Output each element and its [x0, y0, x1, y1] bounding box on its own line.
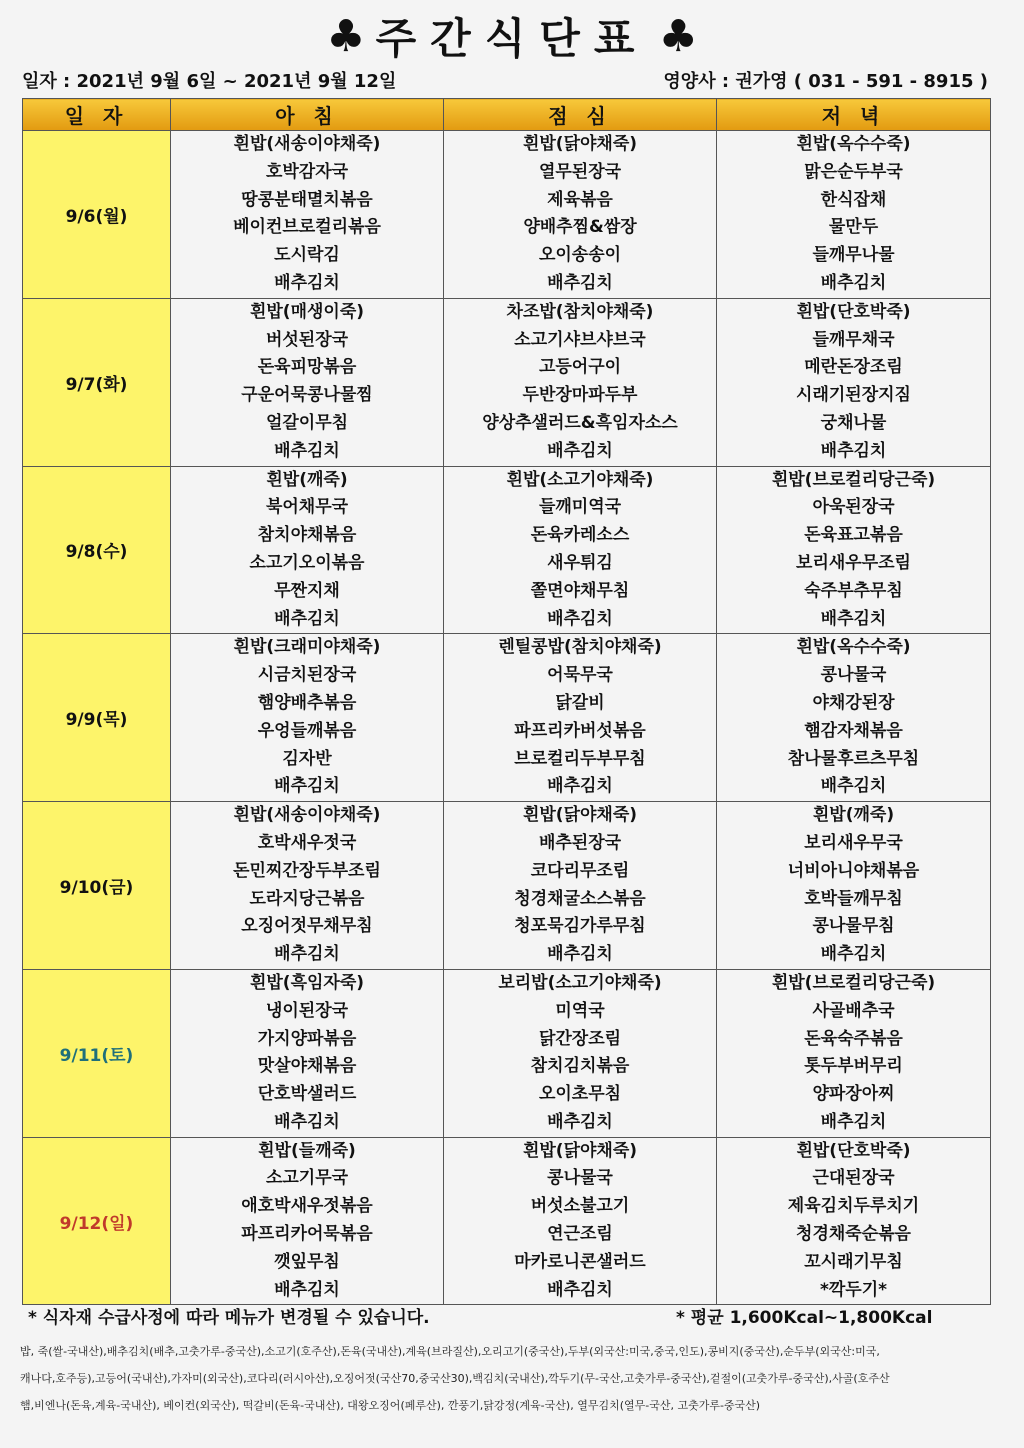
dish-item: 궁채나물 — [820, 412, 887, 433]
calorie-note: * 평균 1,600Kcal~1,800Kcal — [676, 1308, 933, 1328]
club-suit-icon: ♣ — [326, 10, 366, 62]
dish-item: 배추김치 — [274, 608, 340, 629]
dinner-cell — [717, 298, 991, 466]
dish-item: 흰밥(크래미야채죽) — [233, 637, 381, 658]
dish-item: 돈육표고볶음 — [804, 525, 903, 546]
dish-item: 참치야채볶음 — [257, 525, 357, 546]
dish-item: 호박들깨무침 — [804, 888, 903, 909]
dish-item: 흰밥(새송이야채죽) — [233, 805, 381, 826]
dish-item: 흰밥(매생이죽) — [249, 301, 365, 322]
day-date: 9/6(월) — [23, 131, 171, 299]
dish-item: 코다리무조림 — [530, 860, 630, 881]
dish-item: 연근조림 — [547, 1224, 613, 1245]
dish-item: 파프리카어묵볶음 — [241, 1224, 373, 1245]
dish-item: 흰밥(단호박죽) — [796, 1140, 911, 1161]
dish-item: 소고기샤브샤브국 — [514, 329, 646, 350]
dish-item: 청경채죽순볶음 — [796, 1224, 911, 1245]
header-lunch: 점 심 — [444, 99, 717, 131]
dinner-cell — [717, 634, 991, 802]
lunch-cell — [444, 1137, 717, 1305]
dish-item: 애호박새우젓볶음 — [241, 1196, 373, 1217]
dish-item: 맑은순두부국 — [804, 161, 903, 182]
lunch-cell — [444, 131, 717, 299]
dish-item: 가지양파볶음 — [257, 1028, 357, 1049]
dish-item: 한식잡채 — [820, 189, 887, 210]
title-text: 주간식단표 — [375, 14, 649, 63]
dish-item: 배추김치 — [547, 944, 613, 965]
table-header-row — [23, 99, 991, 131]
breakfast-cell — [171, 802, 444, 970]
dinner-cell — [717, 1137, 991, 1305]
dish-item: 콩나물무침 — [812, 916, 895, 937]
day-date: 9/7(화) — [23, 298, 171, 466]
dish-item: 청경채굴소스볶음 — [514, 888, 646, 909]
day-date: 9/10(금) — [23, 802, 171, 970]
day-row — [23, 969, 991, 1137]
day-row — [23, 298, 991, 466]
dish-item: 흰밥(단호박죽) — [796, 301, 911, 322]
day-date: 9/12(일) — [23, 1137, 171, 1305]
dish-item: 흰밥(닭야채죽) — [522, 134, 638, 154]
dish-item: 배추김치 — [274, 776, 340, 797]
dish-item: 배추김치 — [547, 1111, 613, 1132]
dish-item: 배추김치 — [274, 944, 340, 965]
dish-item: 배추김치 — [547, 272, 613, 293]
dish-item: 콩나물국 — [547, 1168, 613, 1189]
breakfast-cell — [171, 1137, 444, 1305]
breakfast-cell — [171, 969, 444, 1137]
dish-item: 들깨무나물 — [812, 245, 895, 266]
dish-item: 배추김치 — [820, 440, 887, 461]
dish-item: 배추김치 — [547, 440, 613, 461]
dish-item: 브로컬리두부무침 — [514, 748, 646, 769]
dish-item: 호박새우젓국 — [257, 832, 357, 853]
menu-period: 일자 : 2021년 9월 6일 ~ 2021년 9월 12일 — [22, 71, 397, 92]
dinner-cell — [717, 131, 991, 299]
dish-item: 흰밥(깨죽) — [812, 805, 895, 826]
day-row — [23, 634, 991, 802]
club-suit-icon: ♣ — [658, 10, 698, 62]
dish-item: 제육김치두루치기 — [787, 1196, 920, 1217]
dish-item: 배추김치 — [820, 944, 887, 965]
breakfast-cell — [171, 634, 444, 802]
dish-item: 돈민찌간장두부조림 — [233, 860, 381, 881]
dish-item: 버섯된장국 — [265, 329, 349, 350]
day-date: 9/11(토) — [23, 969, 171, 1137]
dish-item: 땅콩분태멸치볶음 — [241, 189, 373, 210]
dish-item: 흰밥(소고기야채죽) — [506, 469, 654, 490]
dish-item: 배추김치 — [547, 776, 613, 797]
dish-item: 차조밥(참치야채죽) — [506, 301, 654, 322]
header-date: 일 자 — [23, 99, 171, 131]
dish-item: 배추김치 — [274, 440, 340, 461]
dish-item: 흰밥(흑임자죽) — [249, 972, 365, 993]
dish-item: 양파장아찌 — [812, 1084, 895, 1105]
dish-item: 구운어묵콩나물찜 — [241, 385, 373, 406]
dish-item: 야채강된장 — [812, 692, 895, 713]
dish-item: 흰밥(브로컬리당근죽) — [771, 469, 936, 490]
weekly-menu-table — [22, 98, 991, 1305]
dish-item: 메란돈장조림 — [804, 357, 903, 378]
dish-item: 배추김치 — [274, 272, 340, 293]
dish-item: 배추김치 — [547, 608, 613, 629]
dish-item: 단호박샐러드 — [257, 1084, 357, 1105]
dish-item: 흰밥(새송이야채죽) — [233, 134, 381, 154]
day-row — [23, 1137, 991, 1305]
dish-item: 흰밥(닭야채죽) — [522, 1140, 638, 1161]
dish-item: *깍두기* — [819, 1279, 888, 1300]
dish-item: 소고기무국 — [265, 1168, 349, 1189]
header-breakfast: 아 침 — [171, 99, 444, 131]
dish-item: 배추김치 — [820, 272, 887, 293]
dish-item: 새우튀김 — [547, 552, 613, 573]
dish-item: 보리새우무국 — [804, 832, 903, 853]
day-date: 9/9(목) — [23, 634, 171, 802]
breakfast-cell — [171, 131, 444, 299]
lunch-cell — [444, 466, 717, 634]
dish-item: 시금치된장국 — [257, 665, 357, 686]
nutritionist-contact: 영양사 : 권가영 ( 031 - 591 - 8915 ) — [663, 71, 988, 92]
dish-item: 베이컨브로컬리볶음 — [233, 217, 381, 238]
origin-line: 햄,비엔나(돈육,계육-국내산), 베이컨(외국산), 떡갈비(돈육-국내산), 대왕오징어(페루산), 깐풍기,닭강정(계육-국산), 열무김치(열무-국산, 고춧가루-중국산) — [20, 1399, 761, 1412]
dinner-cell — [717, 802, 991, 970]
origin-line: 캐나다,호주등),고등어(국내산),가자미(외국산),코다리(러시아산),오징어젓(국산70,중국산30),백김치(국내산),깍두기(무-국산,고춧가루-중국산),겉절이(고춧가루-중국산),사골(호주산 — [20, 1372, 890, 1385]
dish-item: 깻잎무침 — [274, 1251, 340, 1272]
dish-item: 소고기오이볶음 — [249, 552, 365, 573]
day-row — [23, 131, 991, 299]
dish-item: 참나물후르츠무침 — [787, 748, 920, 769]
header-dinner: 저 녁 — [717, 99, 991, 131]
dish-item: 오징어젓무채무침 — [241, 916, 373, 937]
dish-item: 도시락김 — [274, 245, 340, 266]
dish-item: 돈육피망볶음 — [257, 357, 357, 378]
dish-item: 양상추샐러드&흑임자소스 — [482, 412, 678, 433]
dish-item: 어묵무국 — [547, 665, 613, 686]
menu-change-note: * 식자재 수급사정에 따라 메뉴가 변경될 수 있습니다. — [28, 1308, 430, 1328]
lunch-cell — [444, 634, 717, 802]
dish-item: 제육볶음 — [547, 189, 613, 210]
dish-item: 오이초무침 — [538, 1084, 622, 1105]
dish-item: 김자반 — [282, 748, 332, 769]
dish-item: 파프리카버섯볶음 — [514, 720, 646, 741]
dish-item: 아욱된장국 — [812, 497, 895, 518]
dish-item: 햄감자채볶음 — [804, 720, 903, 741]
origin-info — [20, 1338, 992, 1419]
lunch-cell — [444, 298, 717, 466]
dish-item: 마카로니콘샐러드 — [514, 1251, 646, 1272]
dish-item: 참치김치볶음 — [530, 1056, 630, 1077]
dish-item: 북어채무국 — [265, 497, 349, 518]
dish-item: 햄양배추볶음 — [257, 692, 357, 713]
dish-item: 근대된장국 — [812, 1168, 895, 1189]
dish-item: 물만두 — [828, 217, 879, 238]
dish-item: 배추김치 — [274, 1111, 340, 1132]
dish-item: 청포묵김가루무침 — [514, 916, 646, 937]
dish-item: 오이송송이 — [538, 245, 622, 266]
dish-item: 사골배추국 — [812, 1000, 895, 1021]
dish-item: 숙주부추무침 — [804, 580, 903, 601]
dish-item: 고등어구이 — [538, 357, 622, 378]
dish-item: 배추김치 — [820, 608, 887, 629]
dinner-cell — [717, 969, 991, 1137]
dish-item: 무짠지채 — [274, 580, 340, 601]
dish-item: 돈육숙주볶음 — [804, 1028, 903, 1049]
dinner-cell — [717, 466, 991, 634]
dish-item: 배추김치 — [820, 1111, 887, 1132]
dish-item: 배추김치 — [274, 1279, 340, 1300]
dish-item: 닭간장조림 — [538, 1028, 622, 1049]
dish-item: 흰밥(옥수수죽) — [796, 134, 911, 154]
origin-line: 밥, 죽(쌀-국내산),배추김치(배추,고춧가루-중국산),소고기(호주산),돈육(국내산),계육(브라질산),오리고기(중국산),두부(외국산:미국,중국,인도),콩비지(중국산),순두부(외국산:미국, — [20, 1345, 880, 1358]
dish-item: 흰밥(들깨죽) — [258, 1140, 356, 1161]
dish-item: 냉이된장국 — [265, 1000, 349, 1021]
dish-item: 맛살야채볶음 — [257, 1056, 357, 1077]
dish-item: 닭갈비 — [555, 692, 605, 713]
dish-item: 도라지당근볶음 — [249, 888, 365, 909]
breakfast-cell — [171, 466, 444, 634]
day-date: 9/8(수) — [23, 466, 171, 634]
dish-item: 흰밥(브로컬리당근죽) — [771, 972, 936, 993]
dish-item: 호박감자국 — [265, 161, 349, 182]
dish-item: 배추된장국 — [538, 832, 622, 853]
dish-item: 보리새우무조림 — [796, 552, 911, 573]
dish-item: 버섯소불고기 — [530, 1196, 630, 1217]
dish-item: 톳두부버무리 — [804, 1056, 903, 1077]
dish-item: 얼갈이무침 — [265, 412, 349, 433]
dish-item: 들깨무채국 — [812, 329, 895, 350]
dish-item: 콩나물국 — [820, 665, 887, 686]
dish-item: 들깨미역국 — [538, 497, 622, 518]
dish-item: 보리밥(소고기야채죽) — [498, 972, 662, 993]
page-title — [0, 8, 1024, 64]
dish-item: 시래기된장지짐 — [796, 385, 911, 406]
breakfast-cell — [171, 298, 444, 466]
day-row — [23, 802, 991, 970]
dish-item: 흰밥(옥수수죽) — [796, 637, 911, 658]
lunch-cell — [444, 969, 717, 1137]
dish-item: 렌틸콩밥(참치야채죽) — [498, 637, 662, 658]
dish-item: 양배추찜&쌈장 — [523, 217, 637, 238]
day-row — [23, 466, 991, 634]
dish-item: 흰밥(닭야채죽) — [522, 805, 638, 826]
dish-item: 배추김치 — [547, 1279, 613, 1300]
dish-item: 미역국 — [555, 1000, 605, 1021]
dish-item: 너비아니야채볶음 — [787, 860, 920, 881]
dish-item: 배추김치 — [820, 776, 887, 797]
lunch-cell — [444, 802, 717, 970]
dish-item: 흰밥(깨죽) — [266, 469, 348, 490]
dish-item: 쫄면야채무침 — [530, 580, 630, 601]
dish-item: 꼬시래기무침 — [804, 1251, 903, 1272]
dish-item: 돈육카레소스 — [530, 525, 630, 546]
dish-item: 두반장마파두부 — [522, 385, 638, 406]
dish-item: 열무된장국 — [538, 161, 622, 182]
dish-item: 우엉들깨볶음 — [257, 720, 357, 741]
